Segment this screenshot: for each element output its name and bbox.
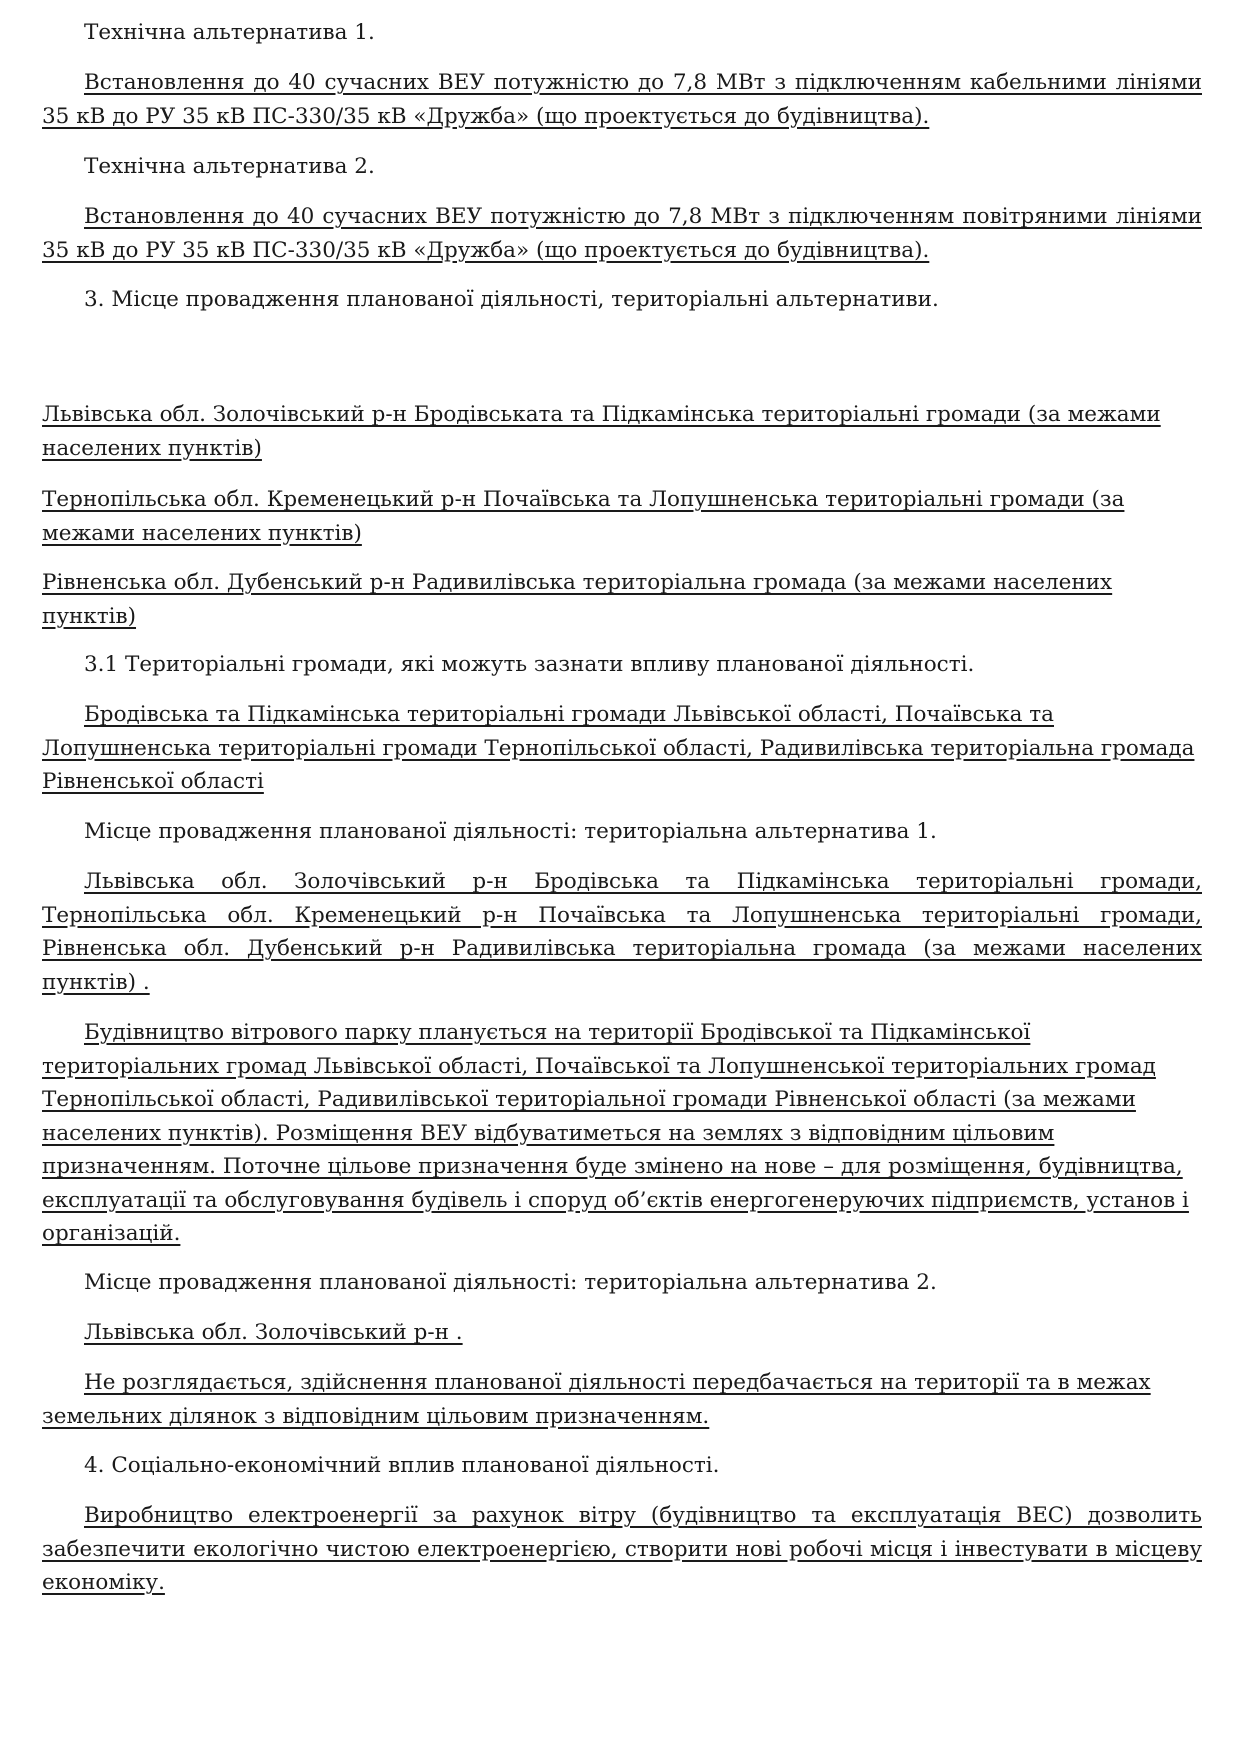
territorial-alternative-2-location: Львівська обл. Золочівський р-н . — [84, 1320, 463, 1345]
affected-communities-text: Бродівська та Підкамінська територіальні громади Львівської області, Почаївська та Лопушненська територіальні громади Тернопільської області, Радивилівська територіальна громада Рівненської області — [42, 702, 1195, 794]
section-3-1-heading: 3.1 Територіальні громади, які можуть зазнати впливу планованої діяльності. — [84, 652, 975, 677]
territorial-alternative-1-text: Львівська обл. Золочівський р-н Бродівська та Підкамінська територіальні громади, Тернопільська обл. Кременецький р-н Почаївська та Лопушненська територіальні громади, Рівненська обл. Дубенський р-н Радивилівська територіальна громада (за межами населених пунктів) . — [42, 869, 1202, 995]
territorial-alternative-1-heading: Місце провадження планованої діяльності: територіальна альтернатива 1. — [84, 819, 937, 844]
section-3-heading: 3. Місце провадження планованої діяльності, територіальні альтернативи. — [84, 287, 939, 312]
socio-economic-impact-text: Виробництво електроенергії за рахунок вітру (будівництво та експлуатація ВЕС) дозволить забезпечити екологічно чистою електроенергією, створити нові робочі місця і інвестувати в місцеву економіку. — [42, 1503, 1202, 1595]
technical-alternative-1-text: Встановлення до 40 сучасних ВЕУ потужністю до 7,8 МВт з підключенням кабельними лініями 35 кВ до РУ 35 кВ ПС-330/35 кВ «Дружба» (що проектується до будівництва). — [42, 70, 1202, 129]
territory-lviv: Львівська обл. Золочівський р-н Бродівськата та Підкамінська територіальні громади (за межами населених пунктів) — [42, 402, 1161, 461]
territory-ternopil: Тернопільська обл. Кременецький р-н Почаївська та Лопушненська територіальні громади (за межами населених пунктів) — [42, 487, 1125, 546]
territory-rivne: Рівненська обл. Дубенський р-н Радивилівська територіальна громада (за межами населених пунктів) — [42, 570, 1113, 629]
technical-alternative-2-text: Встановлення до 40 сучасних ВЕУ потужністю до 7,8 МВт з підключенням повітряними лініями 35 кВ до РУ 35 кВ ПС-330/35 кВ «Дружба» (що проектується до будівництва). — [42, 204, 1202, 263]
technical-alternative-2-heading: Технічна альтернатива 2. — [84, 154, 375, 179]
wind-park-construction-text: Будівництво вітрового парку планується на території Бродівської та Підкамінської територіальних громад Львівської області, Почаївської та Лопушненської територіальних громад Тернопільської області, Радивилівської територіальної громади Рівненської області (за межами населених пунктів). Розміщення ВЕУ відбуватиметься на землях з відповідним цільовим призначенням. Поточне цільове призначення буде змінено на нове – для розміщення, будівництва, експлуатації та обслуговування будівель і споруд об’єктів енергогенеруючих підприємств, установ і організацій. — [42, 1020, 1189, 1246]
territorial-alternative-2-heading: Місце провадження планованої діяльності: територіальна альтернатива 2. — [84, 1270, 937, 1295]
territorial-alternative-2-text: Не розглядається, здійснення планованої діяльності передбачається на території та в межах земельних ділянок з відповідним цільовим призначенням. — [42, 1370, 1151, 1429]
section-4-heading: 4. Соціально-економічний вплив планованої діяльності. — [84, 1453, 720, 1478]
technical-alternative-1-heading: Технічна альтернатива 1. — [84, 20, 375, 45]
